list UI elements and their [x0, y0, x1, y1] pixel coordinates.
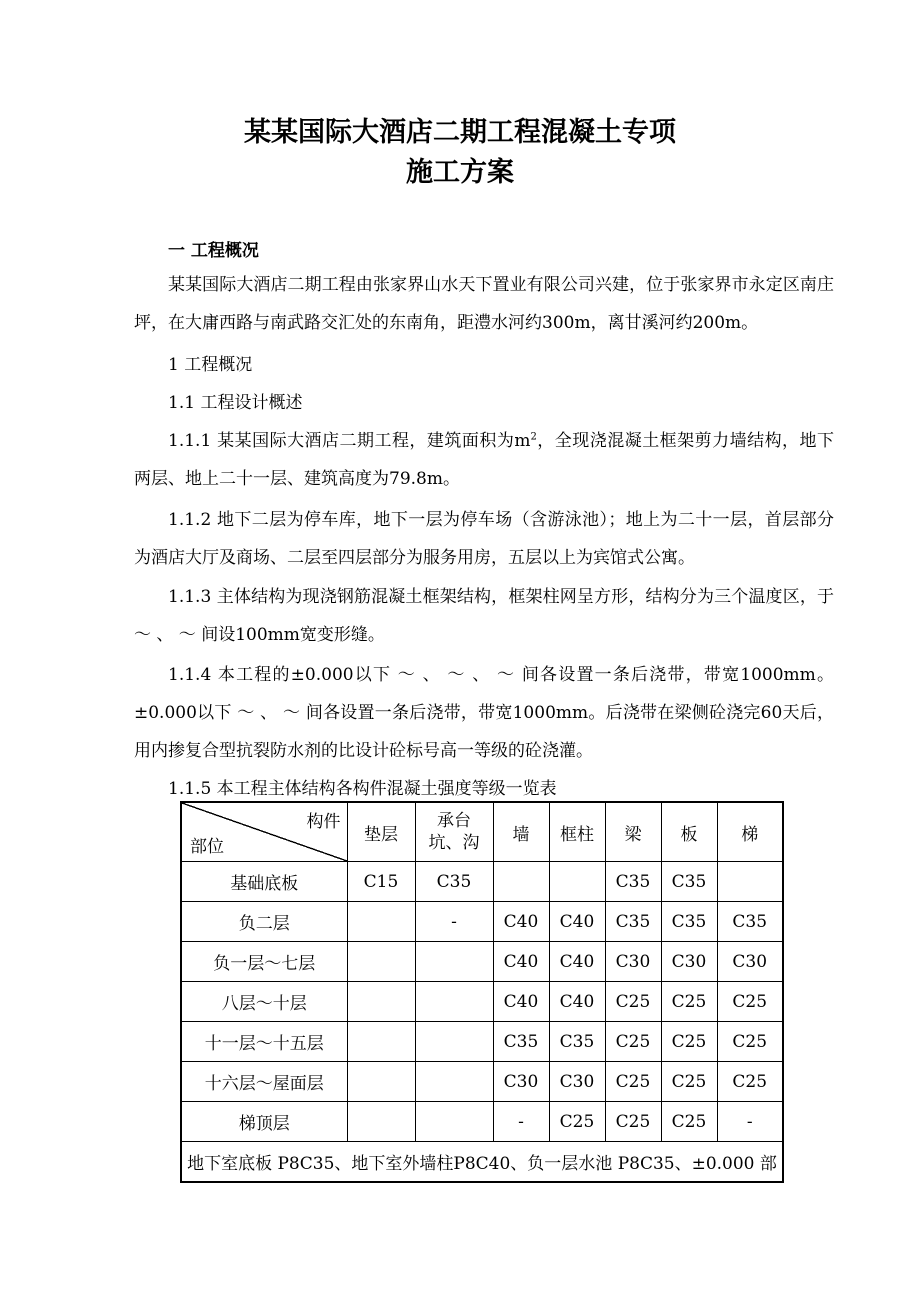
grade-cell: C25 [661, 1062, 717, 1102]
header-cell: 板 [661, 802, 717, 862]
table-row [181, 1102, 783, 1142]
concrete-grade-table [180, 801, 784, 1183]
grade-cell: C25 [717, 1062, 783, 1102]
paragraph-1-1-3: 1.1.3 主体结构为现浇钢筋混凝土框架结构，框架柱网呈方形，结构分为三个温度区，于 ～ 、 ～ 间设100mm宽变形缝。 [134, 587, 834, 645]
document-title-line1: 某某国际大酒店二期工程混凝土专项 [244, 117, 676, 148]
grade-cell [549, 862, 605, 902]
grade-cell: C25 [717, 1022, 783, 1062]
grade-cell: C35 [415, 862, 493, 902]
table-note-cell: 地下室底板 P8C35、地下室外墙柱P8C40、负一层水池 P8C35、±0.000 部 [181, 1142, 783, 1183]
grade-cell [415, 1062, 493, 1102]
grade-cell: C30 [549, 1062, 605, 1102]
grade-cell: C40 [549, 902, 605, 942]
table-row [181, 902, 783, 942]
row-part-cell: 基础底板 [181, 862, 347, 902]
grade-cell: C35 [661, 862, 717, 902]
grade-cell [347, 1102, 415, 1142]
grade-cell: C40 [493, 982, 549, 1022]
grade-cell: C35 [661, 902, 717, 942]
grade-cell: C40 [549, 942, 605, 982]
grade-cell: C25 [605, 1102, 661, 1142]
table-row [181, 1062, 783, 1102]
row-part-cell: 负一层～七层 [181, 942, 347, 982]
table-row [181, 1022, 783, 1062]
paragraph-1-1-1 [134, 422, 834, 498]
table-row [181, 942, 783, 982]
table-header-row [181, 802, 783, 862]
grade-cell [415, 1102, 493, 1142]
grade-cell: C35 [605, 862, 661, 902]
header-cell: 垫层 [347, 802, 415, 862]
grade-cell: C30 [661, 942, 717, 982]
paragraph-1-1-4: 1.1.4 本工程的±0.000以下 ～ 、 ～ 、 ～ 间各设置一条后浇带，带宽1000mm。±0.000以下 ～ 、 ～ 间各设置一条后浇带，带宽1000mm。后浇带在梁侧砼浇完60天后，用内掺复合型抗裂防水剂的比设计砼标号高一等级的砼浇灌。 [134, 665, 834, 761]
intro-paragraph: 某某国际大酒店二期工程由张家界山水天下置业有限公司兴建，位于张家界市永定区南庄坪，在大庸西路与南武路交汇处的东南角，距澧水河约300m，离甘溪河约200m。 [134, 275, 834, 333]
grade-cell: C25 [605, 1062, 661, 1102]
grade-cell: C30 [493, 1062, 549, 1102]
grade-cell: C40 [493, 942, 549, 982]
header-cell: 梯 [717, 802, 783, 862]
grade-cell: C25 [605, 1022, 661, 1062]
grade-cell [415, 942, 493, 982]
section-heading: 一 工程概况 [168, 241, 259, 261]
header-cell: 墙 [493, 802, 549, 862]
grade-cell: C40 [549, 982, 605, 1022]
grade-cell: C35 [549, 1022, 605, 1062]
area-unit-superscript: 2 [530, 431, 537, 443]
subheading-1-1: 1.1 工程设计概述 [168, 393, 303, 413]
row-part-cell: 负二层 [181, 902, 347, 942]
row-part-cell: 十六层～屋面层 [181, 1062, 347, 1102]
row-part-cell: 八层～十层 [181, 982, 347, 1022]
grade-cell: C25 [717, 982, 783, 1022]
subheading-1: 1 工程概况 [168, 355, 253, 375]
grade-cell [347, 1022, 415, 1062]
table-note-row [181, 1142, 783, 1183]
grade-cell [717, 862, 783, 902]
header-cell [415, 802, 493, 862]
header-cell: 框柱 [549, 802, 605, 862]
table-body [181, 862, 783, 1142]
corner-label-component: 构件 [306, 812, 341, 832]
grade-cell: C30 [605, 942, 661, 982]
row-part-cell: 梯顶层 [181, 1102, 347, 1142]
grade-cell [347, 1062, 415, 1102]
grade-cell: - [717, 1102, 783, 1142]
grade-cell: C35 [493, 1022, 549, 1062]
grade-cell: - [493, 1102, 549, 1142]
grade-cell [415, 982, 493, 1022]
paragraph-1-1-2: 1.1.2 地下二层为停车库，地下一层为停车场（含游泳池）；地上为二十一层，首层部分为酒店大厅及商场、二层至四层部分为服务用房，五层以上为宾馆式公寓。 [134, 510, 834, 568]
table-row [181, 982, 783, 1022]
paragraph-1-1-1-part-b: ，全现浇混凝土框架剪力墙结构，地下两层、地上二十一层、建筑高度为79.8m。 [134, 431, 835, 489]
grade-cell [347, 942, 415, 982]
grade-cell [415, 1022, 493, 1062]
table-caption: 1.1.5 本工程主体结构各构件混凝土强度等级一览表 [168, 779, 557, 799]
grade-cell: C25 [661, 1022, 717, 1062]
grade-cell: C25 [661, 1102, 717, 1142]
header-cell-text: 承台 坑、沟 [428, 811, 480, 853]
table-corner-cell [181, 802, 347, 862]
header-cell: 梁 [605, 802, 661, 862]
grade-cell: C25 [605, 982, 661, 1022]
corner-label-part: 部位 [190, 837, 224, 857]
grade-cell [347, 982, 415, 1022]
grade-cell: - [415, 902, 493, 942]
row-part-cell: 十一层～十五层 [181, 1022, 347, 1062]
table-row [181, 862, 783, 902]
paragraph-1-1-1-part-a: 1.1.1 某某国际大酒店二期工程，建筑面积为m [168, 431, 531, 451]
grade-cell: C35 [605, 902, 661, 942]
grade-cell: C25 [549, 1102, 605, 1142]
grade-cell [493, 862, 549, 902]
grade-cell: C40 [493, 902, 549, 942]
grade-cell: C15 [347, 862, 415, 902]
grade-cell: C35 [717, 902, 783, 942]
document-title-line2: 施工方案 [406, 157, 514, 188]
grade-cell: C25 [661, 982, 717, 1022]
grade-cell: C30 [717, 942, 783, 982]
grade-cell [347, 902, 415, 942]
